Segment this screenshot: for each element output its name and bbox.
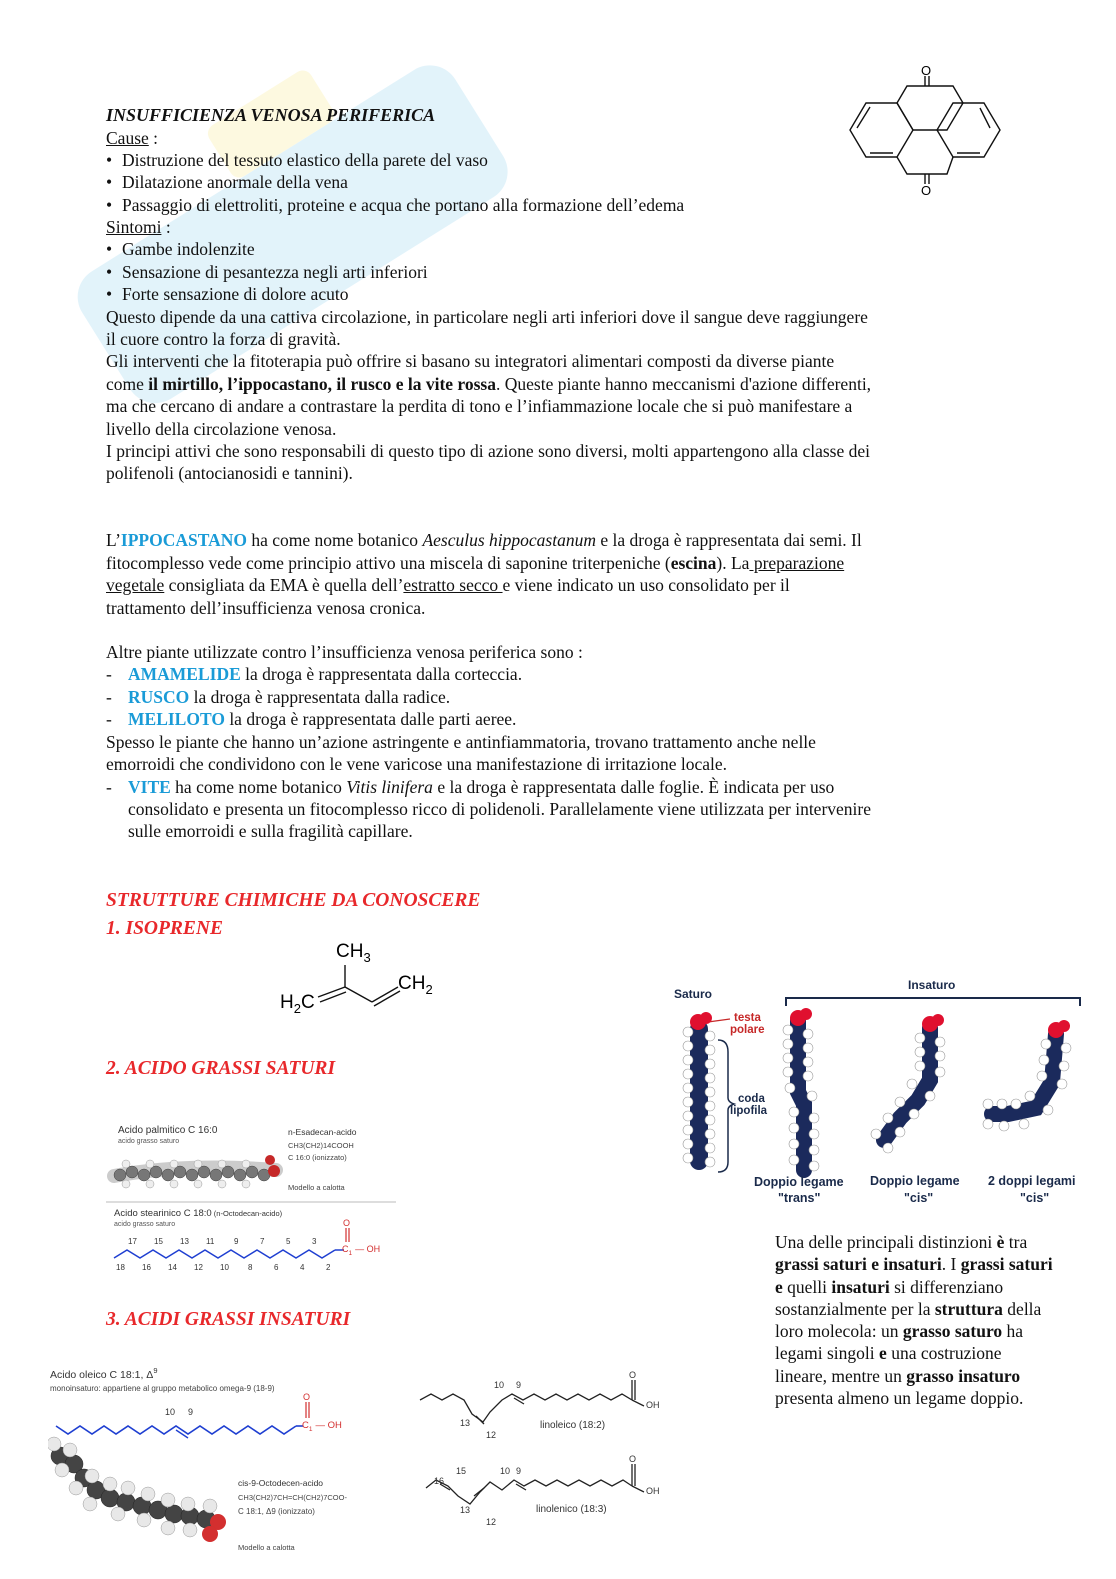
causes-label: Cause	[106, 128, 149, 148]
svg-text:CH3: $CH_3$	[336, 941, 371, 965]
altre-intro: Altre piante utilizzate contro l’insufficienza venosa periferica sono :	[106, 642, 583, 662]
svg-text:Acido oleico C 18:1, Δ9: Acido oleico C 18:1, $\Delta^9$	[50, 1366, 158, 1381]
svg-text:16: 16	[434, 1476, 445, 1486]
svg-text:Doppio legame: Doppio legame	[754, 1175, 844, 1189]
svg-text:OH: OH	[646, 1486, 660, 1496]
svg-text:10: 10	[500, 1466, 511, 1476]
svg-text:linoleico (18:2): linoleico (18:2)	[540, 1420, 606, 1431]
svg-text:8: 8	[248, 1263, 253, 1272]
svg-text:O: O	[629, 1370, 637, 1380]
paragraph-line: Spesso le piante che hanno un’azione astringente e antinfiammatoria, trovano trattamento anche nelle	[106, 732, 816, 752]
svg-text:"cis": "cis"	[1020, 1191, 1050, 1205]
svg-text:cis-9-Octodecen-acido: cis-9-Octodecen-acido	[238, 1478, 324, 1488]
plant-item: - RUSCO la droga è rappresentata dalla radice.	[106, 687, 451, 707]
ippocastano-line: trattamento dell’insufficienza venosa cronica.	[106, 598, 426, 618]
paragraph-line: Questo dipende da una cattiva circolazione, in particolare negli arti inferiori dove il sangue deve raggiungere	[106, 307, 868, 327]
svg-text:Doppio legame: Doppio legame	[870, 1174, 960, 1188]
linoleic-linolenic-figure	[418, 1368, 673, 1533]
plant-item: - MELILOTO la droga è rappresentata dalle parti aeree.	[106, 709, 517, 729]
svg-text:OH: OH	[646, 1400, 660, 1410]
symptoms-label: Sintomi	[106, 217, 162, 237]
svg-text:10: 10	[165, 1407, 176, 1417]
paragraph-line: livello della circolazione venosa.	[106, 419, 337, 439]
svg-text:13: 13	[460, 1418, 471, 1428]
svg-text:16: 16	[142, 1263, 151, 1272]
svg-text:CH3(CH2)7CH=CH(CH2)7COO-: CH3(CH2)7CH=CH(CH2)7COO-	[238, 1493, 347, 1502]
svg-text:6: 6	[274, 1263, 279, 1272]
isoprene-structure	[270, 935, 460, 1020]
svg-text:15: 15	[154, 1237, 163, 1246]
insaturi-heading: 3. ACIDI GRASSI INSATURI	[106, 1309, 351, 1330]
svg-text:15: 15	[456, 1466, 467, 1476]
svg-text:"cis": "cis"	[904, 1191, 934, 1205]
oleic-acid-figure	[48, 1364, 368, 1564]
svg-text:Acido stearinico C 18:0 (n-Oct: Acido stearinico C 18:0 (n-Octodecan-acido)	[114, 1208, 283, 1219]
svg-text:4: 4	[300, 1263, 305, 1272]
svg-text:CH3(CH2)14COOH: CH3(CH2)14COOH	[288, 1141, 354, 1150]
svg-text:18: 18	[116, 1263, 125, 1272]
svg-text:O: O	[343, 1218, 351, 1228]
svg-text:3: 3	[312, 1237, 317, 1246]
section-title: INSUFFICIENZA VENOSA PERIFERICA	[106, 105, 436, 125]
svg-text:9: 9	[234, 1237, 239, 1246]
svg-text:13: 13	[180, 1237, 189, 1246]
plant-item-vite: - VITE ha come nome botanico Vitis linifera e la droga è rappresentata dalle foglie. È indicata per uso	[106, 777, 835, 797]
paragraph-line: ma che cercano di andare a contrastare la perdita di tono e l’infiammazione locale che si può manifestare a	[106, 396, 853, 416]
svg-text:2: 2	[326, 1263, 331, 1272]
svg-text:acido grasso saturo: acido grasso saturo	[118, 1138, 180, 1145]
anthraquinone-o-top: O	[921, 63, 932, 78]
paragraph-line: sulle emorroidi e sulla fragilità capillare.	[128, 821, 413, 841]
svg-text:C 16:0 (ionizzato): C 16:0 (ionizzato)	[288, 1153, 347, 1162]
symptom-item: • Sensazione di pesantezza negli arti inferiori	[106, 262, 428, 282]
svg-text:5: 5	[286, 1237, 291, 1246]
svg-text:O: O	[303, 1392, 311, 1402]
svg-text:coda: coda	[738, 1093, 765, 1105]
svg-text:n-Esadecan-acido: n-Esadecan-acido	[288, 1127, 357, 1137]
svg-text:Acido palmitico C 16:0: Acido palmitico C 16:0	[118, 1125, 218, 1136]
saturated-unsaturated-figure	[668, 972, 1092, 1212]
svg-text:10: 10	[220, 1263, 229, 1272]
svg-text:monoinsaturo: appartiene al gr: monoinsaturo: appartiene al gruppo metabolico omega-9 (18-9)	[50, 1384, 275, 1393]
ippocastano-line: vegetale consigliata da EMA è quella dell’estratto secco e viene indicato un uso consolidato per il	[106, 575, 790, 595]
paragraph-line: Gli interventi che la fitoterapia può offrire si basano su integratori alimentari composti da diverse piante	[106, 351, 835, 371]
side-explanation: Una delle principali distinzioni è tra grassi saturi e insaturi. I grassi saturi e quelli insaturi si differenziano sostanzialmente per la struttura della loro molecola: un grasso saturo ha legami singoli e una costruzione lineare, mentre un grasso insaturo presenta almeno un legame doppio.	[775, 1232, 1053, 1409]
svg-text:linolenico (18:3): linolenico (18:3)	[536, 1504, 607, 1515]
svg-text:lipofila: lipofila	[730, 1105, 768, 1117]
svg-text:polare: polare	[730, 1024, 765, 1036]
anthraquinone-o-bottom: O	[921, 183, 932, 197]
svg-text:Insaturo: Insaturo	[908, 978, 956, 992]
causes-heading: Cause :	[106, 128, 159, 148]
symptoms-heading: Sintomi :	[106, 217, 171, 237]
svg-text:testa: testa	[734, 1012, 761, 1024]
ippocastano-name: IPPOCASTANO	[120, 530, 247, 550]
svg-text:2 doppi legami: 2 doppi legami	[988, 1174, 1076, 1188]
strutture-title: STRUTTURE CHIMICHE DA CONOSCERE	[106, 890, 481, 911]
svg-text:11: 11	[206, 1237, 215, 1246]
svg-text:Saturo: Saturo	[674, 987, 713, 1001]
plant-item: - AMAMELIDE la droga è rappresentata dalla corteccia.	[106, 664, 523, 684]
cause-item: • Distruzione del tessuto elastico della parete del vaso	[106, 150, 488, 170]
symptom-item: • Gambe indolenzite	[106, 239, 255, 259]
svg-text:14: 14	[168, 1263, 177, 1272]
svg-text:17: 17	[128, 1237, 137, 1246]
cause-item: • Passaggio di elettroliti, proteine e acqua che portano alla formazione dell’edema	[106, 195, 685, 215]
svg-text:9: 9	[516, 1466, 522, 1476]
paragraph-line: emorroidi che condividono con le vene varicose una manifestazione di irritazione locale.	[106, 754, 728, 774]
isoprene-heading: 1. ISOPRENE	[106, 918, 224, 939]
paragraph-line: il cuore contro la forza di gravità.	[106, 329, 341, 349]
paragraph-line: come il mirtillo, l’ippocastano, il rusco e la vite rossa. Queste piante hanno meccanismi d'azione differenti,	[106, 374, 872, 394]
svg-text:13: 13	[460, 1505, 471, 1515]
saturi-heading: 2. ACIDO GRASSI SATURI	[106, 1058, 336, 1079]
paragraph-line: consolidato e presenta un fitocomplesso ricco di polidenoli. Parallelamente viene utilizzata per intervenire	[128, 799, 871, 819]
svg-text:12: 12	[194, 1263, 203, 1272]
svg-text:7: 7	[260, 1237, 265, 1246]
saturated-fatty-acids-figure	[106, 1118, 398, 1278]
svg-text:12: 12	[486, 1517, 497, 1527]
paragraph-line: I principi attivi che sono responsabili di questo tipo di azione sono diversi, molti appartengono alla classe dei	[106, 441, 870, 461]
svg-text:O: O	[629, 1454, 637, 1464]
svg-text:9: 9	[516, 1380, 522, 1390]
svg-text:C1— OH: $C_1$ — OH	[342, 1244, 381, 1257]
svg-text:CH2: $CH_2$	[398, 973, 433, 997]
svg-text:12: 12	[486, 1430, 497, 1440]
ippocastano-line: L’IPPOCASTANO ha come nome botanico Aesculus hippocastanum e la droga è rappresentata dai semi. Il	[106, 530, 862, 550]
svg-text:C 18:1, Δ9 (ionizzato): C 18:1, Δ9 (ionizzato)	[238, 1507, 315, 1516]
svg-text:9: 9	[188, 1407, 194, 1417]
svg-text:H2C: $H_2C$	[280, 992, 315, 1016]
svg-text:10: 10	[494, 1380, 505, 1390]
svg-text:C1— OH: $C_1$ — OH	[302, 1420, 342, 1433]
symptom-item: • Forte sensazione di dolore acuto	[106, 284, 349, 304]
anthraquinone-structure	[840, 62, 1010, 197]
cause-item: • Dilatazione anormale della vena	[106, 172, 348, 192]
svg-text:"trans": "trans"	[778, 1191, 821, 1205]
paragraph-line: polifenoli (antocianosidi e tannini).	[106, 463, 353, 483]
svg-text:Modello a calotta: Modello a calotta	[238, 1543, 295, 1552]
svg-text:acido grasso saturo: acido grasso saturo	[114, 1221, 176, 1228]
svg-text:Modello a calotta: Modello a calotta	[288, 1183, 345, 1192]
ippocastano-line: fitocomplesso vede come principio attivo una miscela di saponine triterpeniche (escina). La preparazione	[106, 553, 845, 573]
